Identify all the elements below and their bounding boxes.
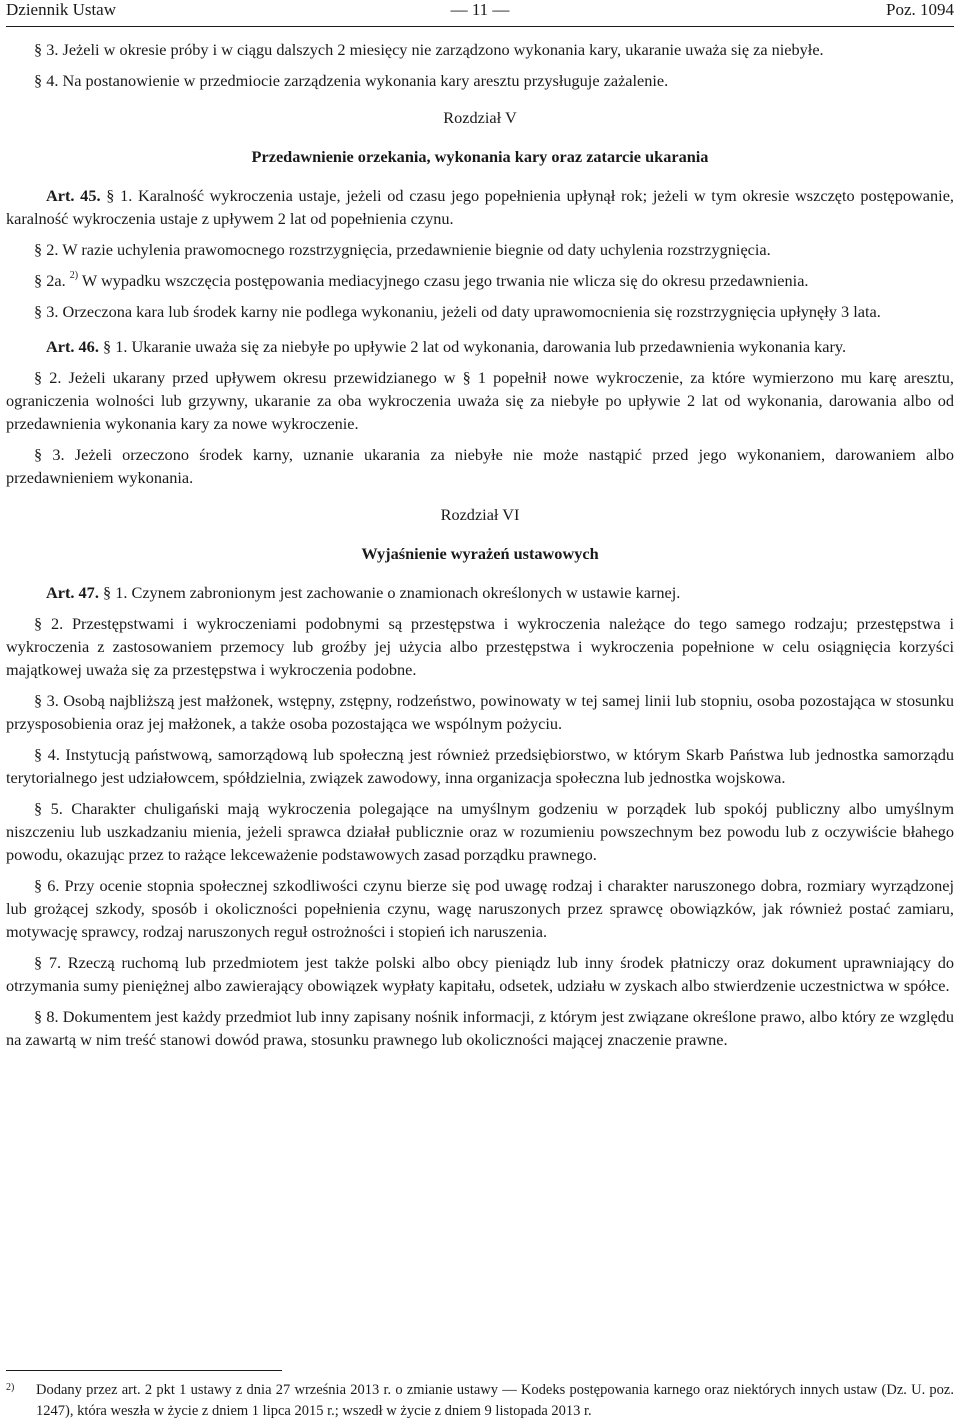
art47-s3: § 3. Osobą najbliższą jest małżonek, wstępny, zstępny, rodzeństwo, powinowaty w tej samej linii lub stopniu, osoba pozostająca w stosunku przysposobienia oraz jej małżonek, a także osoba pozostająca we wspólnym pożyciu. bbox=[6, 691, 954, 733]
art45-s1 bbox=[6, 184, 954, 230]
chapter-6-label: Rozdział VI bbox=[440, 505, 520, 524]
footnote bbox=[6, 1380, 954, 1422]
art46-s2: § 2. Jeżeli ukarany przed upływem okresu przewidzianego w § 1 popełnił nowe wykroczenie, za które wymierzono mu karę aresztu, ograniczenia wolności lub grzywny, ukaranie za oba wykroczenia uważa się za niebyłe po upływie 2 lat od wykonania, darowania albo od przedawnienia wykonania kary za nowe wykroczenie. bbox=[6, 368, 954, 433]
footnote-ref: 2) bbox=[69, 269, 79, 281]
art46-label: Art. 46. bbox=[46, 337, 99, 356]
page-header bbox=[6, 0, 954, 28]
art47-s6: § 6. Przy ocenie stopnia społecznej szkodliwości czynu bierze się pod uwagę rodzaj i charakter naruszonego dobra, rozmiary wyrządzonej lub grożącej szkody, sposób i okoliczności popełnienia czynu, wagę naruszonych przez sprawcę obowiązków, jak również postać zamiaru, motywację sprawcy, rodzaj naruszonych reguł ostrożności i stopień ich naruszenia. bbox=[6, 876, 954, 941]
chapter-5-label: Rozdział V bbox=[443, 108, 517, 127]
paragraph-art44-s3: § 3. Jeżeli w okresie próby i w ciągu dalszych 2 miesięcy nie zarządzono wykonania kary, ukaranie uważa się za niebyłe. bbox=[34, 40, 824, 59]
footnote-number: 2) bbox=[6, 1382, 15, 1393]
art47-s8: § 8. Dokumentem jest każdy przedmiot lub inny zapisany nośnik informacji, z którym jest związane określone prawo, albo który ze względu na zawartą w nim treść stanowi dowód prawa, stosunku prawnego lub okoliczności mającej znaczenie prawne. bbox=[6, 1007, 954, 1049]
art47-s1-text: § 1. Czynem zabronionym jest zachowanie o znamionach określonych w ustawie karnej. bbox=[102, 583, 681, 602]
art45-label: Art. 45. bbox=[46, 186, 101, 205]
art47-label: Art. 47. bbox=[46, 583, 99, 602]
art45-s3: § 3. Orzeczona kara lub środek karny nie podlega wykonaniu, jeżeli od daty uprawomocnienia się rozstrzygnięcia upłynęły 3 lata. bbox=[34, 302, 881, 321]
art45-s2a-text: W wypadku wszczęcia postępowania mediacyjnego czasu jego trwania nie wlicza się do okresu przedawnienia. bbox=[81, 271, 809, 290]
art46-s1-text: § 1. Ukaranie uważa się za niebyłe po upływie 2 lat od wykonania, darowania lub przedawnienia wykonania kary. bbox=[102, 337, 847, 356]
art47-s7: § 7. Rzeczą ruchomą lub przedmiotem jest także polski albo obcy pieniądz lub inny środek płatniczy oraz dokument uprawniający do otrzymania sumy pieniężnej albo zawierający obowiązek wypłaty kapitału, odsetek, udziału w zyskach albo stwierdzenie uczestnictwa w spółce. bbox=[6, 953, 954, 995]
page-number: — 11 — bbox=[450, 0, 510, 19]
art45-s2a bbox=[6, 269, 954, 292]
footnote-rule bbox=[6, 1370, 282, 1371]
art45-s2: § 2. W razie uchylenia prawomocnego rozstrzygnięcia, przedawnienie biegnie od daty uchylenia rozstrzygnięcia. bbox=[34, 240, 771, 259]
art46-s3: § 3. Jeżeli orzeczono środek karny, uznanie ukarania za niebyłe nie może nastąpić przed jego wykonaniem, darowaniem albo przedawnieniem wykonania. bbox=[6, 445, 954, 487]
art45-s2a-label: § 2a. bbox=[34, 271, 66, 290]
footnote-text: Dodany przez art. 2 pkt 1 ustawy z dnia 27 września 2013 r. o zmianie ustawy — Kodeks postępowania karnego oraz niektórych innych ustaw (Dz. U. poz. 1247), która weszła w życie z dniem 1 lipca 2015 r.; wszedł w życie z dniem 9 listopada 2013 r. bbox=[36, 1382, 954, 1419]
position-number: Poz. 1094 bbox=[886, 0, 954, 19]
art47-s1 bbox=[6, 581, 954, 604]
paragraph-art44-s4: § 4. Na postanowienie w przedmiocie zarządzenia wykonania kary aresztu przysługuje zażalenie. bbox=[34, 71, 669, 90]
document-body bbox=[6, 38, 954, 1051]
art47-s2: § 2. Przestępstwami i wykroczeniami podobnymi są przestępstwa i wykroczenia należące do tego samego rodzaju; przestępstwa i wykroczenia z zastosowaniem przemocy lub groźby jej użycia albo przestępstwa i wykroczenia popełnione w celu osiągnięcia korzyści majątkowej uważa się za przestępstwa i wykroczenia podobne. bbox=[6, 614, 954, 679]
art46-s1 bbox=[6, 335, 954, 358]
chapter-6-title: Wyjaśnienie wyrażeń ustawowych bbox=[361, 544, 599, 563]
art45-s1-text: § 1. Karalność wykroczenia ustaje, jeżeli od czasu jego popełnienia upłynął rok; jeżeli w tym okresie wszczęto postępowanie, karalność wykroczenia ustaje z upływem 2 lat od popełnienia czynu. bbox=[6, 186, 954, 228]
art47-s5: § 5. Charakter chuligański mają wykroczenia polegające na umyślnym godzeniu w porządek lub spokój publiczny albo umyślnym niszczeniu lub uszkadzaniu mienia, jeżeli sprawca działał publicznie oraz w rozumieniu powszechnym bez powodu lub z oczywiście błahego powodu, okazując przez to rażące lekceważenie podstawowych zasad porządku prawnego. bbox=[6, 799, 954, 864]
art47-s4: § 4. Instytucją państwową, samorządową lub społeczną jest również przedsiębiorstwo, w którym Skarb Państwa lub jednostka samorządu terytorialnego jest udziałowcem, spółdzielnia, związek zawodowy, inna organizacja społeczna lub jednostka wojskowa. bbox=[6, 745, 954, 787]
chapter-5-title: Przedawnienie orzekania, wykonania kary oraz zatarcie ukarania bbox=[251, 147, 709, 166]
journal-name: Dziennik Ustaw bbox=[6, 0, 117, 19]
header-rule bbox=[6, 26, 954, 27]
